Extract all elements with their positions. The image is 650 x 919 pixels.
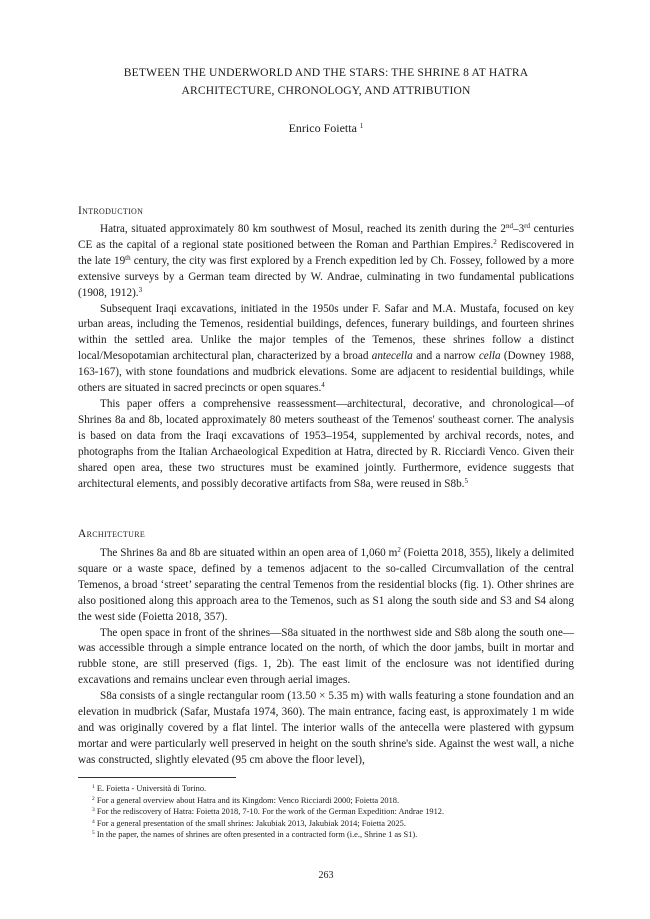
architecture-paragraph-2: The open space in front of the shrines—S8a situated in the northwest side and S8b along the south one—was accessible through a simple entrance located on the north, of which the door jambs, built in mortar and rubble stone, are still preserved (figs. 1, 2b). The east limit of the enclosure was not identified during excavations and remains unclear even through aerial images. (78, 626, 574, 687)
footnote (92, 818, 562, 830)
author-line (78, 120, 574, 136)
footnote (92, 795, 562, 807)
text-run: and a narrow (412, 350, 479, 363)
footnote-text: For a general presentation of the small shrines: Jakubiak 2013, Jakubiak 2014; Foietta 2025. (96, 818, 406, 828)
footnote-ref: 3 (138, 285, 143, 294)
text-run: (Downey 1988, 163-167), with stone foundations and mudbrick elevations. Some are adjacent to residential buildings, while others are situated in sacred precincts or open squares. (78, 350, 574, 395)
footnote-text: E. Foietta - Università di Torino. (96, 784, 207, 793)
footnote-number: 3 (92, 807, 95, 814)
footnote-number: 1 (92, 784, 95, 790)
footnote (92, 829, 562, 841)
italic-term: cella (478, 350, 501, 363)
author-name: Enrico Foietta (288, 121, 357, 135)
architecture-paragraph-1 (78, 546, 574, 626)
architecture-paragraph-3: S8a consists of a single rectangular room (13.50 × 5.35 m) with walls featuring a stone foundation and an elevation in mudbrick (Safar, Mustafa 1974, 360). The main entrance, facing east, is approximately 1 m wide and was originally covered by a flat lintel. The interior walls of the antecella were plastered with gypsum mortar and were particularly well preserved in height on the south shrine's side. Against the west wall, a niche was constructed, slightly elevated (95 cm above the floor level), (78, 690, 574, 766)
footnote (92, 806, 562, 818)
author-footnote-ref: 1 (359, 122, 364, 130)
ordinal-suffix: rd (524, 222, 531, 230)
footnote-ref: 5 (464, 476, 468, 485)
italic-term: antecella (371, 350, 413, 363)
footnote-text: For a general overview about Hatra and its Kingdom: Venco Ricciardi 2000; Foietta 2018. (96, 795, 400, 805)
text-run: –3 (512, 223, 525, 235)
text-run: This paper offers a comprehensive reassessment—architectural, decorative, and chronological—of Shrines 8a and 8b, located approximately 80 meters southeast of the Temenos' southeast corner. The analysis is based on data from the Iraqi excavations of 1953–1954, supplemented by archival records, notes, and photographs from the Italian Archaeological Expedition at Hatra, directed by R. Ricciardi Venco. Given their shared open area, these two structures must be examined jointly. Furthermore, evidence suggests that architectural elements, and possibly decorative artifacts from S8a, were reused in S8b. (78, 397, 574, 490)
introduction-paragraph-2 (78, 302, 574, 397)
footnote-number: 2 (92, 795, 95, 802)
footnote (92, 783, 562, 795)
text-run: (Foietta 2018, 355), likely a delimited square or a waste space, defined by a temenos adjacent to the so-called Circumvallation of the central Temenos, a broad ‘street’ separating the central Temenos from the residential blocks (fig. 1). Other shrines are also positioned along this approach area to the Temenos, such as S1 along the south side and S3 and S4 along the west side (Foietta 2018, 357). (78, 547, 574, 623)
introduction-heading: Introduction (78, 205, 144, 217)
text-run: Rediscovered in the late 19 (78, 238, 574, 267)
footnote-number: 4 (92, 818, 95, 825)
introduction-paragraph-1 (78, 222, 574, 302)
architecture-heading: Architecture (78, 528, 146, 540)
text-run: Subsequent Iraqi excavations, initiated in the 1950s under F. Safar and M.A. Mustafa, focused on key urban areas, including the Temenos, residential buildings, defences, funerary buildings, and fourteen shrines within the settled area. Unlike the major temples of the Temenos, these shrines follow a distinct local/Mesopotamian architectural plan, characterized by a broad (78, 302, 574, 363)
text-run: The Shrines 8a and 8b are situated within an open area of 1,060 m (100, 547, 398, 559)
introduction-section (78, 222, 574, 492)
footnotes (92, 783, 562, 841)
ordinal-suffix: nd (505, 222, 513, 230)
footnote-number: 5 (92, 830, 95, 837)
superscript: 2 (397, 546, 401, 554)
text-run: century, the city was first explored by a French expedition led by Ch. Fossey, followed by a more extensive surveys by a German team directed by W. Andrae, culminating in two fundamental publications (1908, 1912). (78, 254, 574, 299)
page-number: 263 (318, 870, 334, 881)
footnote-ref: 4 (321, 381, 325, 390)
paper-title (78, 64, 574, 100)
footnote-separator (78, 777, 236, 778)
title-line-1: BETWEEN THE UNDERWORLD AND THE STARS: THE SHRINE 8 AT HATRA (123, 66, 529, 79)
title-line-2: ARCHITECTURE, CHRONOLOGY, AND ATTRIBUTION (181, 84, 471, 97)
architecture-section (78, 546, 574, 769)
ordinal-suffix: th (125, 253, 131, 262)
text-run: centuries CE as the capital of a regional state positioned between the Roman and Parthian Empires. (78, 223, 574, 251)
footnote-text: For the rediscovery of Hatra: Foietta 2018, 7-10. For the work of the German Expedition: Andrae 1912. (96, 807, 445, 817)
text-run: Hatra, situated approximately 80 km southwest of Mosul, reached its zenith during the 2 (100, 223, 506, 235)
footnote-ref: 2 (493, 237, 497, 246)
introduction-paragraph-3 (78, 397, 574, 492)
footnote-text: In the paper, the names of shrines are often presented in a contracted form (i.e., Shrine 1 as S1). (96, 830, 418, 840)
